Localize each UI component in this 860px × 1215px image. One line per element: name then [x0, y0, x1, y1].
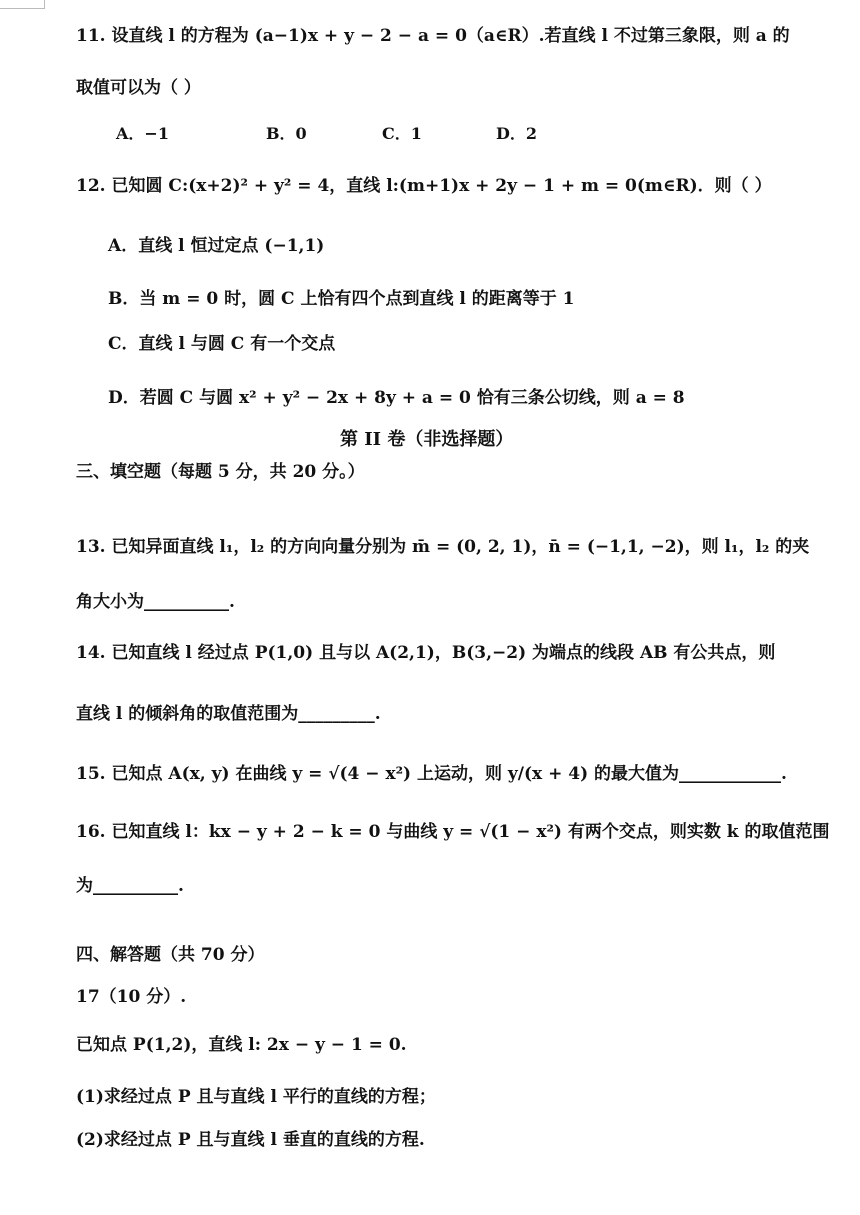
q16-line2: 为__________.	[76, 876, 184, 896]
q11-option-a: A．−1	[116, 124, 169, 143]
q11-line2: 取值可以为（ ）	[76, 78, 201, 98]
section4-title: 四、解答题（共 70 分）	[76, 945, 265, 965]
q12-option-a: A．直线 l 恒过定点 (−1,1)	[108, 236, 325, 256]
q12-option-c: C．直线 l 与圆 C 有一个交点	[108, 334, 336, 354]
q15-line1: 15. 已知点 A(x, y) 在曲线 y = √(4 − x²) 上运动，则 y/(x + 4) 的最大值为____________.	[76, 764, 787, 784]
q12-option-d: D．若圆 C 与圆 x² + y² − 2x + 8y + a = 0 恰有三条公切线，则 a = 8	[108, 388, 685, 408]
part2-title: 第 II 卷（非选择题）	[340, 429, 514, 450]
q14-line1: 14. 已知直线 l 经过点 P(1,0) 且与以 A(2,1)，B(3,−2) 为端点的线段 AB 有公共点，则	[76, 643, 776, 663]
q11-option-b: B．0	[266, 124, 307, 143]
q11-line1: 11. 设直线 l 的方程为 (a−1)x + y − 2 − a = 0（a∈R）.若直线 l 不过第三象限，则 a 的	[76, 26, 790, 46]
q12-stem: 12. 已知圆 C:(x+2)² + y² = 4，直线 l:(m+1)x + 2y − 1 + m = 0(m∈R)．则（ ）	[76, 176, 772, 196]
q17-title: 17（10 分）.	[76, 987, 187, 1007]
q13-line2: 角大小为__________.	[76, 592, 235, 612]
q11-option-d: D．2	[496, 124, 538, 143]
q11-option-c: C．1	[382, 124, 422, 143]
q14-line2: 直线 l 的倾斜角的取值范围为_________.	[76, 704, 381, 724]
q17-part1: (1)求经过点 P 且与直线 l 平行的直线的方程；	[76, 1087, 436, 1107]
section3-title: 三、填空题（每题 5 分，共 20 分。）	[76, 462, 365, 482]
q12-option-b: B．当 m = 0 时，圆 C 上恰有四个点到直线 l 的距离等于 1	[108, 289, 575, 309]
q17-part2: (2)求经过点 P 且与直线 l 垂直的直线的方程.	[76, 1130, 425, 1150]
q16-line1: 16. 已知直线 l：kx − y + 2 − k = 0 与曲线 y = √(1 − x²) 有两个交点，则实数 k 的取值范围	[76, 822, 830, 842]
q17-stem: 已知点 P(1,2)，直线 l: 2x − y − 1 = 0.	[76, 1035, 407, 1055]
page-corner-mark	[0, 0, 45, 9]
q13-line1: 13. 已知异面直线 l₁，l₂ 的方向向量分别为 m̄ = (0, 2, 1)，n̄ = (−1,1, −2)，则 l₁，l₂ 的夹	[76, 537, 810, 557]
